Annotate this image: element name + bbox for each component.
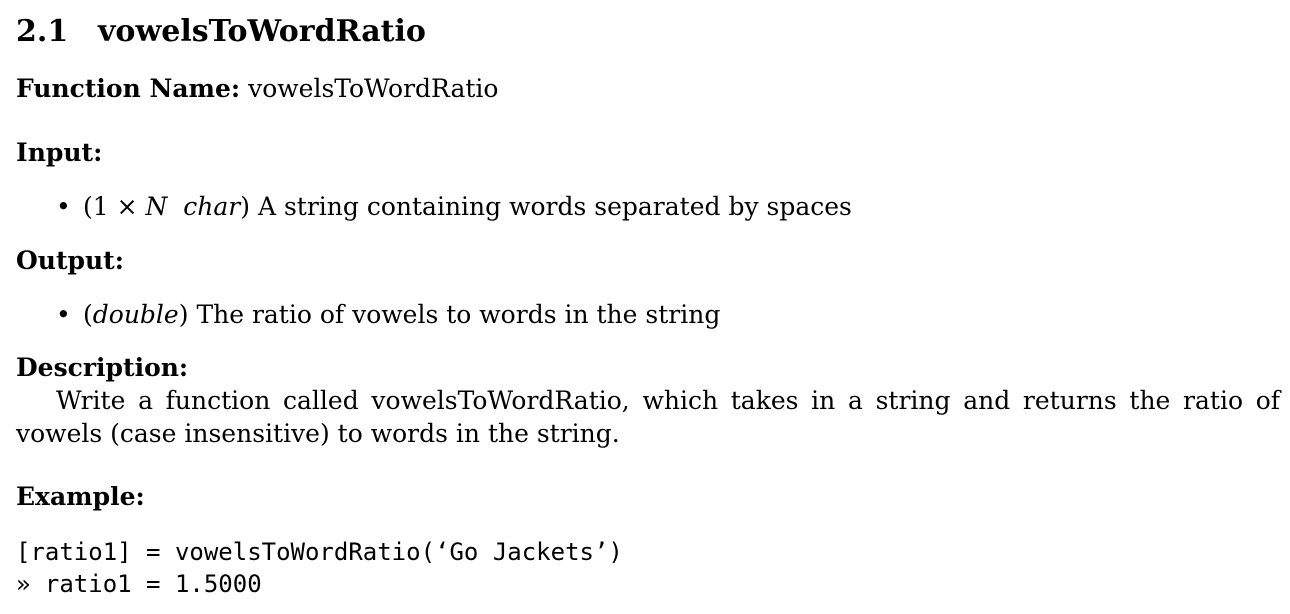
bullet-icon: • [56,300,71,329]
section-title: vowelsToWordRatio [98,14,426,49]
example-code-line: [ratio1] = vowelsToWordRatio(‘Go Jackets’) [16,538,623,566]
input-type-word: char [183,192,241,221]
description-paragraph: Write a function called vowelsToWordRatio, which takes in a string and returns the ratio of vowels (case insensitive) to words in the string. [16,386,1280,448]
example-heading: Example: [16,482,145,511]
input-heading: Input: [16,138,103,167]
output-item [56,299,720,331]
output-description: The ratio of vowels to words in the string [196,300,721,329]
input-type-space [167,192,183,221]
description-heading: Description: [16,353,189,382]
function-name-value: vowelsToWordRatio [248,74,499,103]
bullet-icon: • [56,192,71,221]
input-item [56,191,852,223]
input-type-open: (1 × [83,192,146,221]
input-type-close: ) [240,192,251,221]
output-type-open: ( [83,300,93,329]
function-name-line [16,73,498,105]
example-code-line: » ratio1 = 1.5000 [16,570,262,598]
input-description: A string containing words separated by spaces [257,192,852,221]
section-number: 2.1 [16,14,69,49]
output-heading: Output: [16,246,124,275]
input-type-var: N [145,192,168,221]
function-name-label: Function Name: [16,74,241,103]
output-type-word: double [92,300,179,329]
output-type-close: ) [178,300,189,329]
section-heading [16,14,426,49]
